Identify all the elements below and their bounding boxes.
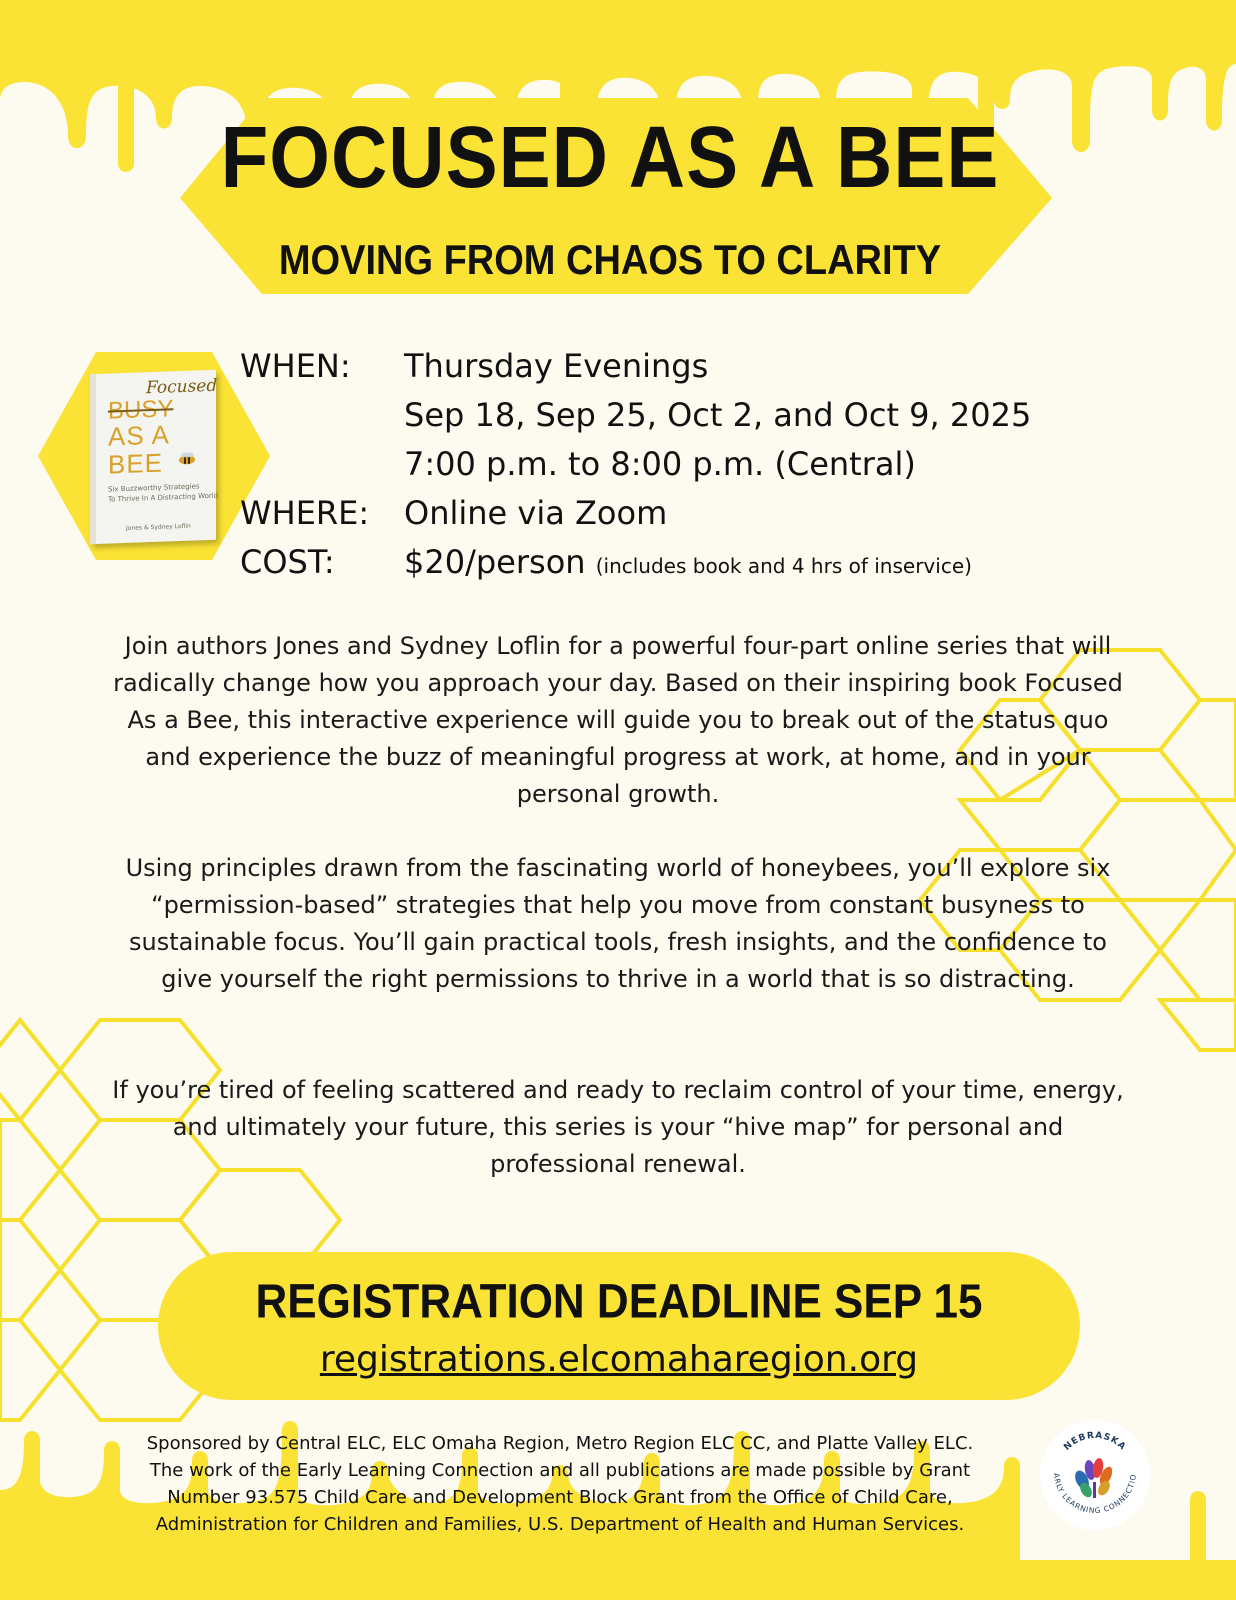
book-authors: Jones & Sydney Loflin (126, 522, 191, 532)
footer-line-1: Sponsored by Central ELC, ELC Omaha Region, Metro Region ELC CC, and Platte Valley ELC. (146, 1433, 974, 1454)
footer-line-2: The work of the Early Learning Connection and all publications are made possible by Grant (149, 1460, 971, 1481)
book-tagline-2: To Thrive In A Distracting World (108, 491, 219, 504)
page-title: FOCUSED AS A BEE (220, 107, 1000, 207)
sponsor-footer (60, 1430, 1060, 1538)
when-row (240, 342, 1031, 391)
when-day: Thursday Evenings (404, 347, 709, 385)
cost-row (240, 538, 1031, 591)
footer-line-4: Administration for Children and Families, U.S. Department of Health and Human Services. (155, 1514, 965, 1535)
cost-note: (includes book and 4 hrs of inservice) (595, 554, 972, 578)
page-subtitle: MOVING FROM CHAOS TO CLARITY (278, 237, 942, 285)
paragraph-intro: Join authors Jones and Sydney Loflin for a powerful four-part online series that will radically change how you approach your day. Based on their inspiring book Focused As a Bee, this interactive experience will guide you to break out of the status quo and experience the buzz of meaningful progress at work, at home, and in your personal growth. (113, 632, 1123, 808)
where-value: Online via Zoom (404, 494, 668, 532)
when-label: WHEN: (240, 347, 351, 385)
event-details (240, 342, 1031, 591)
logo-arc-text: ARLY LEARNING CONNECTIO (1051, 1472, 1139, 1516)
when-dates-row (240, 391, 1031, 440)
when-time: 7:00 p.m. to 8:00 p.m. (Central) (404, 445, 916, 483)
book-line-bee: BEE (108, 447, 164, 480)
when-dates: Sep 18, Sep 25, Oct 2, and Oct 9, 2025 (404, 396, 1032, 434)
logo-leaves-icon (1072, 1457, 1114, 1499)
elc-logo (1040, 1420, 1150, 1530)
footer-line-3: Number 93.575 Child Care and Development Block Grant from the Office of Child Care, (167, 1487, 953, 1508)
book-strike-word: BUSY (108, 395, 174, 425)
book-line-as-a: AS A (108, 419, 170, 452)
registration-link[interactable]: registrations.elcomaharegion.org (319, 1339, 919, 1380)
where-row (240, 489, 1031, 538)
paragraph-closing: If you’re tired of feeling scattered and ready to reclaim control of your time, energy, and ultimately your future, this series is your “hive map” for personal and professional renewal. (112, 1076, 1124, 1178)
paragraph-principles: Using principles drawn from the fascinating world of honeybees, you’ll explore six “permission-based” strategies that help you move from constant busyness to sustainable focus. You’ll gain practical tools, fresh insights, and the confidence to give yourself the right permissions to thrive in a world that is so distracting. (125, 854, 1111, 993)
when-time-row (240, 440, 1031, 489)
bee-icon (176, 450, 198, 465)
svg-text:NEBRASKA (1062, 1431, 1127, 1453)
book-tagline-1: Six Buzzworthy Strategies (108, 482, 200, 494)
book-cover (90, 370, 219, 544)
logo-top-text: NEBRASKA (1062, 1430, 1128, 1453)
cost-value: $20/person (404, 543, 586, 581)
where-label: WHERE: (240, 494, 370, 532)
registration-deadline: REGISTRATION DEADLINE SEP 15 (255, 1274, 983, 1329)
book-handwritten-word: Focused (146, 375, 218, 399)
cost-label: COST: (240, 543, 335, 581)
